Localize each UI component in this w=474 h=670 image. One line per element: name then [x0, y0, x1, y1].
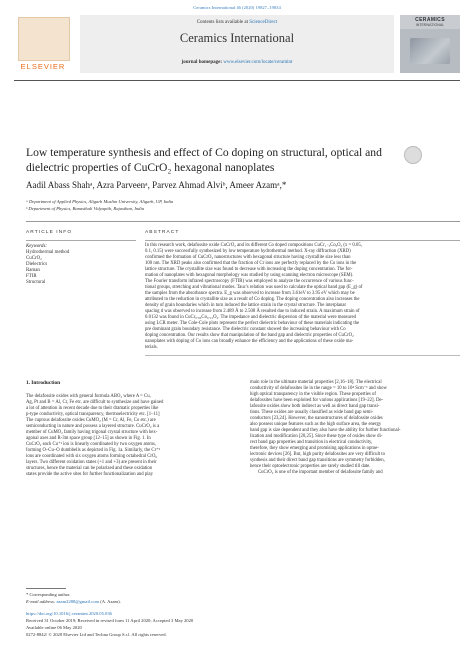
keywords-title: Keywords:	[26, 244, 48, 249]
cover-title: CERAMICS	[415, 17, 445, 23]
affiliation-b: ᵇ Department of Physics, Banasthali Vidyapith, Rajasthan, India	[26, 206, 145, 211]
keyword[interactable]: FTIR	[26, 274, 37, 279]
article-info-rule	[26, 240, 136, 241]
intro-right-column: main role in the ultimate material properties [2,16–18]. The electrical conductivity of delafossites lie in the range = 10 to 10⁴ Scm⁻¹ and show high optical transparency in the visible region. These properties of delafossites have been exploited for various applications [19–22]. De- lafossite oxides show both indirect as well as direct band gap transi- tions. These oxides are usually classified as wide band gap semi- conductors [23,24]. However, the nanostructures of delafossite oxides also possess unique features such as the high surface area, the energy band gap is size dependent and they also have the ability for further functional- lization and modification [20,25]. Since these type of oxides show di- rect band gap properties and transition in electrical conductivity, therefore, they show emerging and promising applications in optoe- lectronic devices [26]. But, high purity delafossites are very difficult to synthesis and their direct band gap transitions are symmetry forbidden, hence their optoelectronic properties are rarely studied till date. CuCrO₂ is one of the important member of delafossite family and	[250, 380, 401, 476]
article-info-heading: ARTICLE INFO	[26, 230, 73, 235]
email-line: E-mail address: azam2288@gmail.com (A. Azam).	[26, 599, 121, 604]
footnote-rule	[26, 588, 66, 589]
sciencedirect-link[interactable]: ScienceDirect	[249, 20, 278, 25]
section-heading-introduction: 1. Introduction	[26, 380, 61, 386]
article-title: Low temperature synthesis and effect of Co doping on structural, optical and dielectric properties of CuCrO₂ hexagonal nanoplates	[26, 146, 382, 174]
available-online: Available online 06 May 2020	[26, 625, 82, 630]
keyword[interactable]: Hydrothermal method	[26, 250, 70, 255]
cover-subtitle: INTERNATIONAL	[415, 23, 445, 27]
abstract-heading: ABSTRACT	[145, 230, 180, 235]
copyright: 0272-8842/ © 2020 Elsevier Ltd and Techna Group S.r.l. All rights reserved.	[26, 632, 167, 637]
journal-homepage: journal homepage: www.elsevier.com/locate/ceramint	[181, 60, 293, 65]
keyword[interactable]: Structural	[26, 280, 46, 285]
abstract-bottom-rule	[145, 355, 460, 356]
affiliation-a: ᵃ Department of Applied Physics, Aligarh Muslim University, Aligarh, UP, India	[26, 199, 174, 204]
affiliation-rule	[26, 221, 460, 222]
check-for-updates-icon[interactable]	[404, 146, 422, 164]
elsevier-wordmark: ELSEVIER	[20, 62, 66, 71]
cover-artwork	[410, 38, 450, 64]
keyword[interactable]: Raman	[26, 268, 40, 273]
elsevier-logo	[18, 17, 70, 61]
contents-line: Contents lists available at ScienceDirect	[196, 20, 278, 25]
received-dates: Received 31 October 2019; Received in revised form 11 April 2020; Accepted 3 May 2020	[26, 618, 194, 623]
abstract-text: In this research work, delafossite oxide CuCrO₂ and its different Co doped compositions CuCr₁₋ₓCoₓO₂ (x = 0.05, 0.1, 0.15) were successfully synthesized by low temperature hydrothermal method. X-ray diffraction (XRD) confirmed the formation of CuCrO₂ nanostructures with hexagonal structure having crystallite size less than 100 nm. The XRD peaks also confirmed that the fraction of Cr ions are perfectly replaced by the Co ions in the lattice structure. The crystallite size was found to decrease with increasing the doping concentration. The for- mation of nanoplates with hexagonal morphology was studied by using scanning electron microscope (SEM). The Fourier transform infrared spectroscopy (FTIR) was employed to analyze the occurrence of various func- tional groups, stretching and vibrational modes. Tauc's relation was used to calculate the optical band gap (E_g) of the samples from the absorbance spectra. E_g was observed to increase from 3.61eV to 3.95 eV which may be attributed to the reduction in crystallite size as a result of Co doping. The doping concentration also increases the density of grain boundaries which in turn induced the lattice strain in the crystal structure. The interplanar spacing d was observed to increase from 2.489 Å to 2.508 Å resulted due to induced strain. A maximum strain of 0.0132 was found in CuCr₀.₈₅Co₀.₁₅O₂. The impedance and dielectric dispersion of the material were measured using LCR meter. The Cole-Cole plots represent the perfect dielectric behaviour of these materials indicating the pre dominant grain boundary resistance. The dielectric constant showed the increasing behaviour with Co doping concentration. Our results show that manipulation of the band gap and dielectric properties of CuCrO₂ nanoplates with doping of Co ions can broadly enhance the efficiency and the applications of these oxide ma- terials.	[145, 243, 363, 351]
journal-title: Ceramics International	[179, 31, 295, 45]
journal-citation[interactable]: Ceramics International 46 (2020) 19827–19834	[193, 5, 281, 10]
keyword[interactable]: Dielectrics	[26, 262, 48, 267]
keyword[interactable]: CuCrO₂	[26, 256, 42, 261]
homepage-link[interactable]: www.elsevier.com/locate/ceramint	[223, 60, 293, 65]
doi-link[interactable]: https://doi.org/10.1016/j.ceramint.2020.05.036	[26, 611, 112, 616]
author-list: Aadil Abass Shahᵃ, Azra Parveenᵃ, Parvez Ahmad Alviᵇ, Ameer Azamᵃ,*	[26, 180, 287, 190]
intro-left-column: The delafossite oxides with general formula ABO₂ where A = Cu, Ag, Pt and B = Al, Cr, Fe etc. are difficult to synthesize and have gained a lot of attention in recent decade due to their dramatic properties like p-type conductivity, optical transparency, thermoelectricity etc. [1–11] The cuprous delafossite oxides CuMO₂ (M = Cr, Al, Fe, Co etc.) are semiconducting in nature and possess a layered structure. CuCrO₂ is a member of CuMO₂ family having trigonal crystal structure with hex- agonal axes and R-3m space group [12–15] as shown in Fig. 1. In CuCrO₂ each Cu⁺¹ ion is linearly coordinated by two oxygen atoms, forming O–Cu–O dumbbells as depicted in Fig. 1a. Similarly, the Cr⁺³ ions are coordinated with six oxygen atoms forming octahedral CrO₆ layers. Two different oxidation states (+1 and +3) are present in their structures, hence the material can be polarized and these oxidation states provide the active sites for further functionalization and play	[26, 394, 164, 478]
corresponding-author-note: * Corresponding author.	[26, 592, 71, 597]
abstract-rule	[145, 240, 460, 241]
email-link[interactable]: azam2288@gmail.com	[56, 599, 100, 604]
masthead-rule	[14, 80, 460, 81]
